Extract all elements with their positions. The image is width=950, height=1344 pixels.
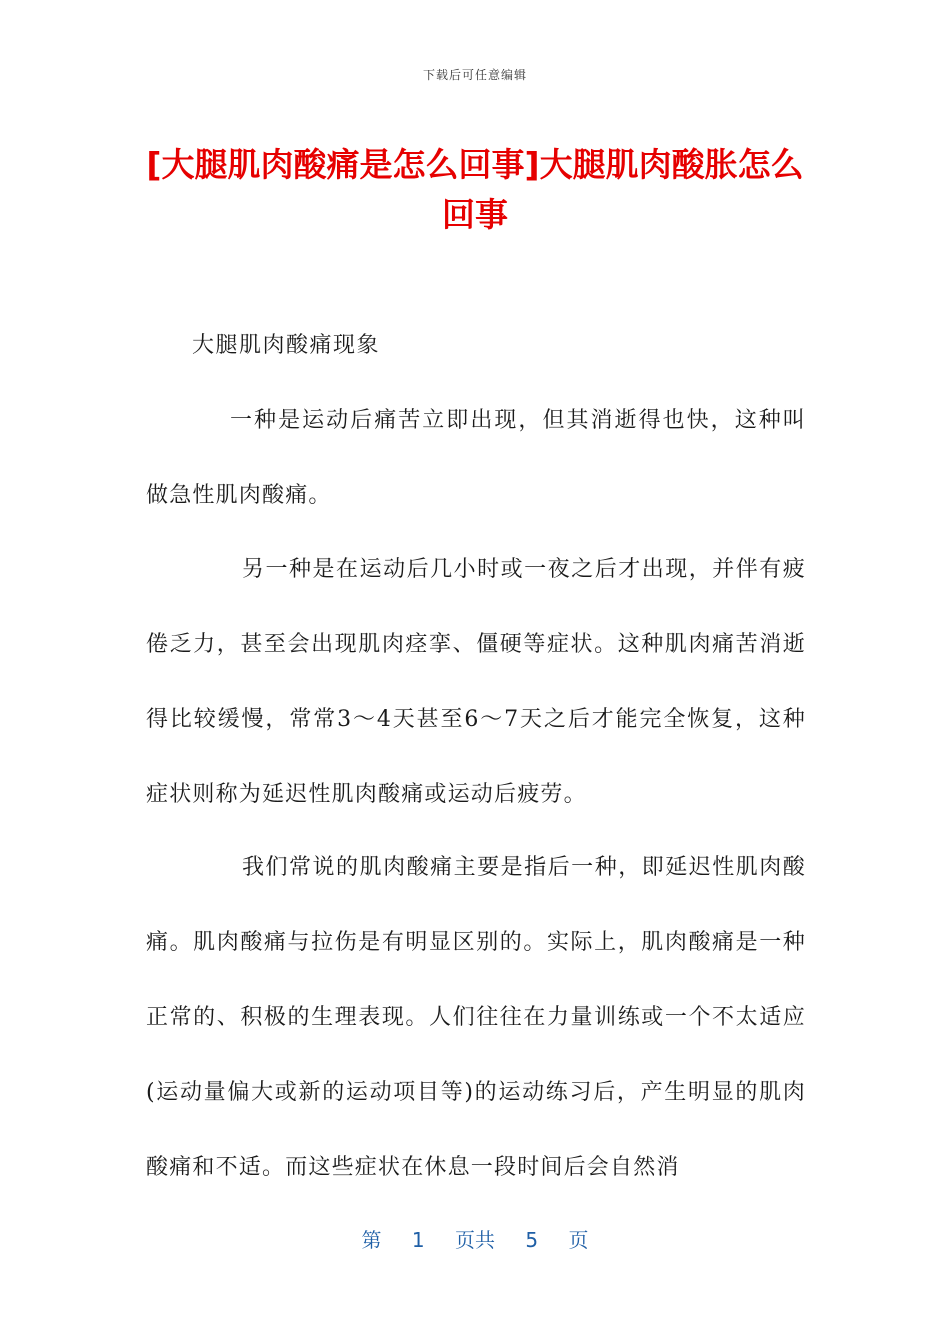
page-footer bbox=[0, 1224, 950, 1253]
page-mid: 页共 bbox=[455, 1228, 495, 1252]
document-body-2 bbox=[146, 532, 806, 832]
page-prefix: 第 bbox=[361, 1228, 382, 1252]
paragraph-explanation: 我们常说的肌肉酸痛主要是指后一种，即延迟性肌肉酸痛。肌肉酸痛与拉伤是有明显区别的。实际上，肌肉酸痛是一种正常的、积极的生理表现。人们往往在力量训练或一个不太适应(运动量偏大或新的运动项目等)的运动练习后，产生明显的肌肉酸痛和不适。而这些症状在休息一段时间后会自然消 bbox=[146, 855, 806, 1180]
header-note: 下载后可任意编辑 bbox=[422, 68, 527, 82]
paragraph-acute: 一种是运动后痛苦立即出现，但其消逝得也快，这种叫做急性肌肉酸痛。 bbox=[146, 408, 806, 508]
document-title: [大腿肌肉酸痛是怎么回事]大腿肌肉酸胀怎么回事 bbox=[146, 145, 804, 234]
paragraph-delayed: 另一种是在运动后几小时或一夜之后才出现，并伴有疲倦乏力，甚至会出现肌肉痉挛、僵硬等症状。这种肌肉痛苦消逝得比较缓慢，常常3～4天甚至6～7天之后才能完全恢复，这种症状则称为延迟性肌肉酸痛或运动后疲劳。 bbox=[146, 557, 806, 807]
section-heading: 大腿肌肉酸痛现象 bbox=[192, 333, 381, 358]
document-body-3 bbox=[146, 830, 806, 1205]
page-suffix: 页 bbox=[568, 1228, 589, 1252]
current-page-number: 1 bbox=[411, 1228, 425, 1252]
total-page-number: 5 bbox=[525, 1228, 539, 1252]
document-body bbox=[146, 383, 806, 533]
